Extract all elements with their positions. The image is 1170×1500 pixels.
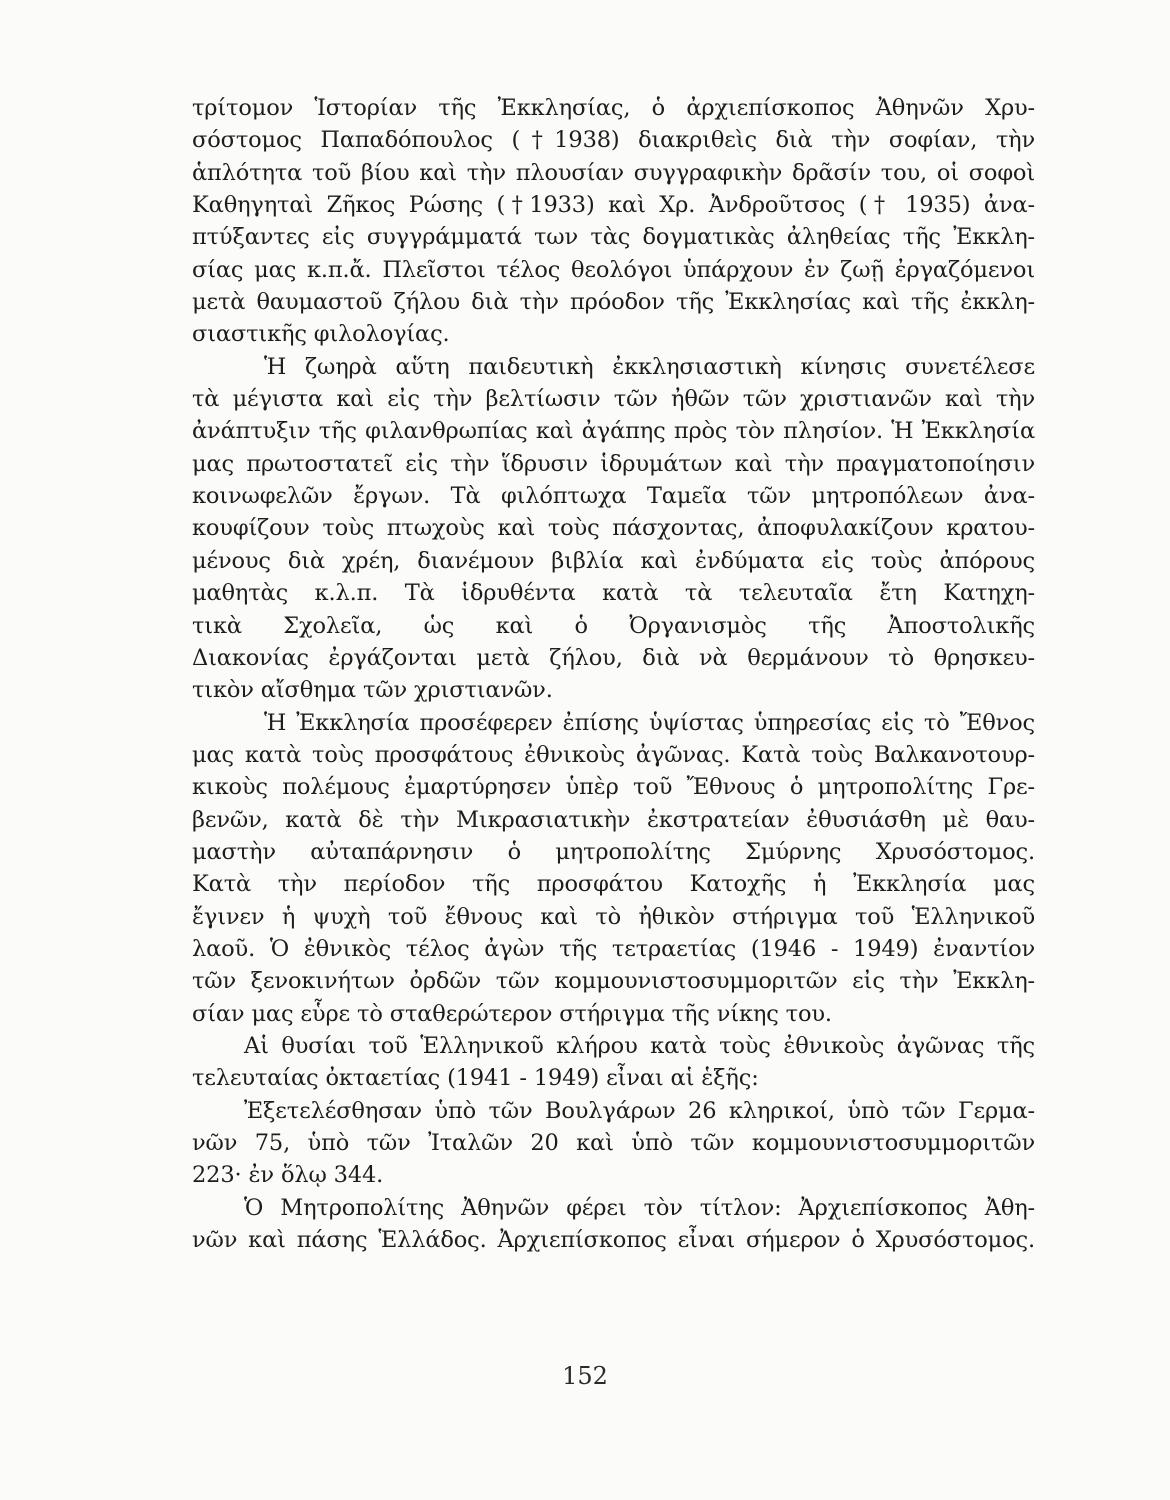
text-line: βενῶν, κατὰ δὲ τὴν Μικρασιατικὴν ἐκστρατείαν ἐθυσιάσθη μὲ θαυ-	[192, 806, 1035, 833]
text-line: μας πρωτοστατεῖ εἰς τὴν ἵδρυσιν ἱδρυμάτων καὶ τὴν πραγματοποίησιν	[192, 450, 1035, 477]
text-line: μας κατὰ τοὺς προσφάτους ἐθνικοὺς ἀγῶνας. Κατὰ τοὺς Βαλκανοτουρ-	[192, 741, 1035, 768]
text-line: ἀνάπτυξιν τῆς φιλανθρωπίας καὶ ἀγάπης πρὸς τὸν πλησίον. Ἡ Ἐκκλησία	[192, 418, 1035, 445]
text-line: Αἱ θυσίαι τοῦ Ἑλληνικοῦ κλήρου κατὰ τοὺς ἐθνικοὺς ἀγῶνας τῆς	[244, 1032, 1035, 1059]
text-line: μαθητὰς κ.λ.π. Τὰ ἱδρυθέντα κατὰ τὰ τελευταῖα ἔτη Κατηχη-	[192, 580, 1035, 607]
text-line: τὰ μέγιστα καὶ εἰς τὴν βελτίωσιν τῶν ἠθῶν τῶν χριστιανῶν καὶ τὴν	[192, 386, 1035, 413]
text-line: Διακονίας ἐργάζονται μετὰ ζήλου, διὰ νὰ θερμάνουν τὸ θρησκευ-	[192, 644, 1035, 671]
text-line: σίας μας κ.π.ἄ. Πλεῖστοι τέλος θεολόγοι ὑπάρχουν ἐν ζωῇ ἐργαζόμενοι	[192, 256, 1035, 283]
text-line: τικὸν αἴσθημα τῶν χριστιανῶν.	[192, 677, 553, 704]
text-line: μετὰ θαυμαστοῦ ζήλου διὰ τὴν πρόοδον τῆς Ἐκκλησίας καὶ τῆς ἐκκλη-	[192, 289, 1035, 316]
text-line: σόστομος Παπαδόπουλος (†1938) διακριθεὶς διὰ τὴν σοφίαν, τὴν	[192, 127, 1035, 154]
text-line: νῶν καὶ πάσης Ἑλλάδος. Ἀρχιεπίσκοπος εἶναι σήμερον ὁ Χρυσόστομος.	[192, 1227, 1035, 1254]
text-line: κικοὺς πολέμους ἐμαρτύρησεν ὑπὲρ τοῦ Ἔθνους ὁ μητροπολίτης Γρε-	[192, 774, 1035, 801]
paragraph-executions	[192, 1095, 1035, 1192]
text-line: Κατὰ τὴν περίοδον τῆς προσφάτου Κατοχῆς ἡ Ἐκκλησία μας	[192, 871, 1035, 898]
text-line: κουφίζουν τοὺς πτωχοὺς καὶ τοὺς πάσχοντας, ἀποφυλακίζουν κρατου-	[192, 515, 1035, 542]
text-line: ἔγινεν ἡ ψυχὴ τοῦ ἔθνους καὶ τὸ ἠθικὸν στήριγμα τοῦ Ἑλληνικοῦ	[192, 903, 1035, 930]
text-line: τελευταίας ὀκταετίας (1941 - 1949) εἶναι αἱ ἑξῆς:	[192, 1065, 759, 1092]
page-body-text	[192, 92, 1035, 1256]
text-line: 223· ἐν ὅλῳ 344.	[192, 1162, 384, 1189]
text-line: Ὁ Μητροπολίτης Ἀθηνῶν φέρει τὸν τίτλον: Ἀρχιεπίσκοπος Ἀθη-	[244, 1194, 1035, 1221]
paragraph-education-movement	[192, 351, 1035, 707]
text-line: κοινωφελῶν ἔργων. Τὰ φιλόπτωχα Ταμεῖα τῶν μητροπόλεων ἀνα-	[192, 483, 1035, 510]
paragraph-archbishop-title	[192, 1192, 1035, 1257]
text-line: πτύξαντες εἰς συγγράμματά των τὰς δογματικὰς ἀληθείας τῆς Ἐκκλη-	[192, 224, 1035, 251]
text-line: Ἡ Ἐκκλησία προσέφερεν ἐπίσης ὑψίστας ὑπηρεσίας εἰς τὸ Ἔθνος	[264, 709, 1035, 736]
paragraph-theologians	[192, 92, 1035, 351]
text-line: ἁπλότητα τοῦ βίου καὶ τὴν πλουσίαν συγγραφικὴν δρᾶσίν του, οἱ σοφοὶ	[192, 159, 1035, 186]
text-line: λαοῦ. Ὁ ἐθνικὸς τέλος ἀγὼν τῆς τετραετίας (1946 - 1949) ἐναντίον	[192, 935, 1035, 962]
paragraph-national-struggles	[192, 707, 1035, 1030]
page-number: 152	[562, 1362, 608, 1390]
paragraph-clergy-sacrifices	[192, 1030, 1035, 1095]
text-line: σίαν μας εὗρε τὸ σταθερώτερον στήριγμα τῆς νίκης του.	[192, 1000, 832, 1027]
text-line: μένους διὰ χρέη, διανέμουν βιβλία καὶ ἐνδύματα εἰς τοὺς ἀπόρους	[192, 547, 1035, 574]
text-line: τρίτομον Ἱστορίαν τῆς Ἐκκλησίας, ὁ ἀρχιεπίσκοπος Ἀθηνῶν Χρυ-	[192, 95, 1035, 121]
text-line: Καθηγηταὶ Ζῆκος Ρώσης (†1933) καὶ Χρ. Ἀνδροῦτσος († 1935) ἀνα-	[192, 192, 1035, 219]
text-line: Ἡ ζωηρὰ αὕτη παιδευτικὴ ἐκκλησιαστικὴ κίνησις συνετέλεσε	[264, 353, 1035, 380]
text-line: τῶν ξενοκινήτων ὀρδῶν τῶν κομμουνιστοσυμμοριτῶν εἰς τὴν Ἐκκλη-	[192, 968, 1035, 995]
text-line: τικὰ Σχολεῖα, ὡς καὶ ὁ Ὀργανισμὸς τῆς Ἀποστολικῆς	[192, 612, 1035, 639]
text-line: νῶν 75, ὑπὸ τῶν Ἰταλῶν 20 καὶ ὑπὸ τῶν κομμουνιστοσυμμοριτῶν	[192, 1130, 1035, 1156]
text-line: μαστὴν αὐταπάρνησιν ὁ μητροπολίτης Σμύρνης Χρυσόστομος.	[192, 838, 1035, 865]
text-line: Ἐξετελέσθησαν ὑπὸ τῶν Βουλγάρων 26 κληρικοί, ὑπὸ τῶν Γερμα-	[244, 1097, 1035, 1124]
text-line: σιαστικῆς φιλολογίας.	[192, 321, 450, 348]
